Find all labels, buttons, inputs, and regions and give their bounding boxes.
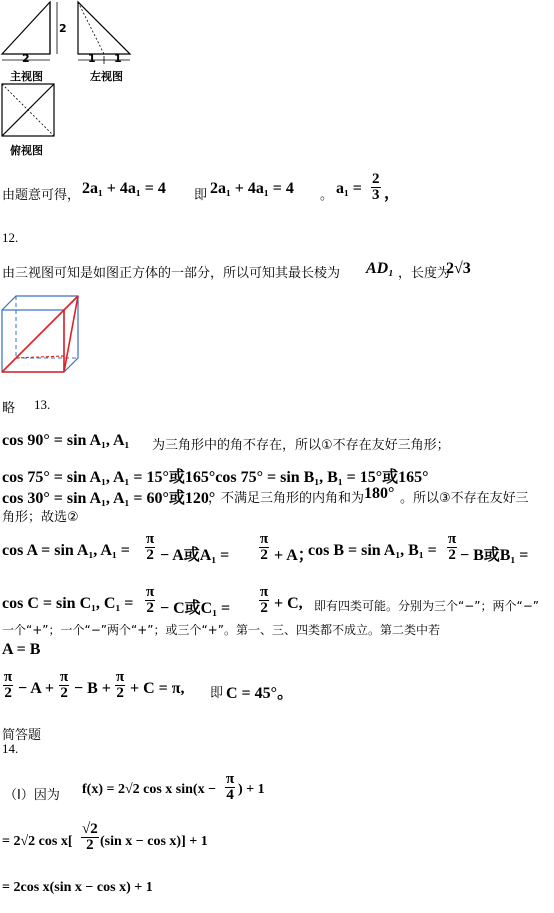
front-view-shape (2, 2, 50, 54)
left-view-label: 左视图 (90, 70, 123, 83)
q14-step3: = 2cos x(sin x − cos x) + 1 (2, 880, 153, 895)
q13-cases-line: 一个“+”；一个“−”两个“+”；或三个“+”。第一、三、四类都不成立。第二类中若 (2, 623, 440, 637)
left-view-shape (78, 2, 130, 54)
dim-1-a: 1 (88, 52, 96, 65)
fraction-2-3: $\frac{2}{3}$ (372, 171, 380, 203)
question-14-number: 14. (2, 741, 19, 756)
q13-line4: 角形；故选② (2, 510, 79, 525)
front-view-label: 主视图 (10, 70, 43, 83)
q13-a-eq-b: A = B (2, 641, 41, 658)
dim-1-b: 1 (114, 52, 122, 65)
dim-2-bottom: 2 (22, 52, 30, 65)
omitted-label: 略 (2, 401, 16, 416)
question-12-number: 12. (2, 230, 19, 245)
section-title: 简答题 (2, 728, 42, 743)
dim-2-right: 2 (59, 22, 67, 35)
top-view-label: 俯视图 (10, 144, 43, 157)
cube-diagram (0, 294, 84, 378)
question-13-number: 13. (34, 397, 51, 412)
